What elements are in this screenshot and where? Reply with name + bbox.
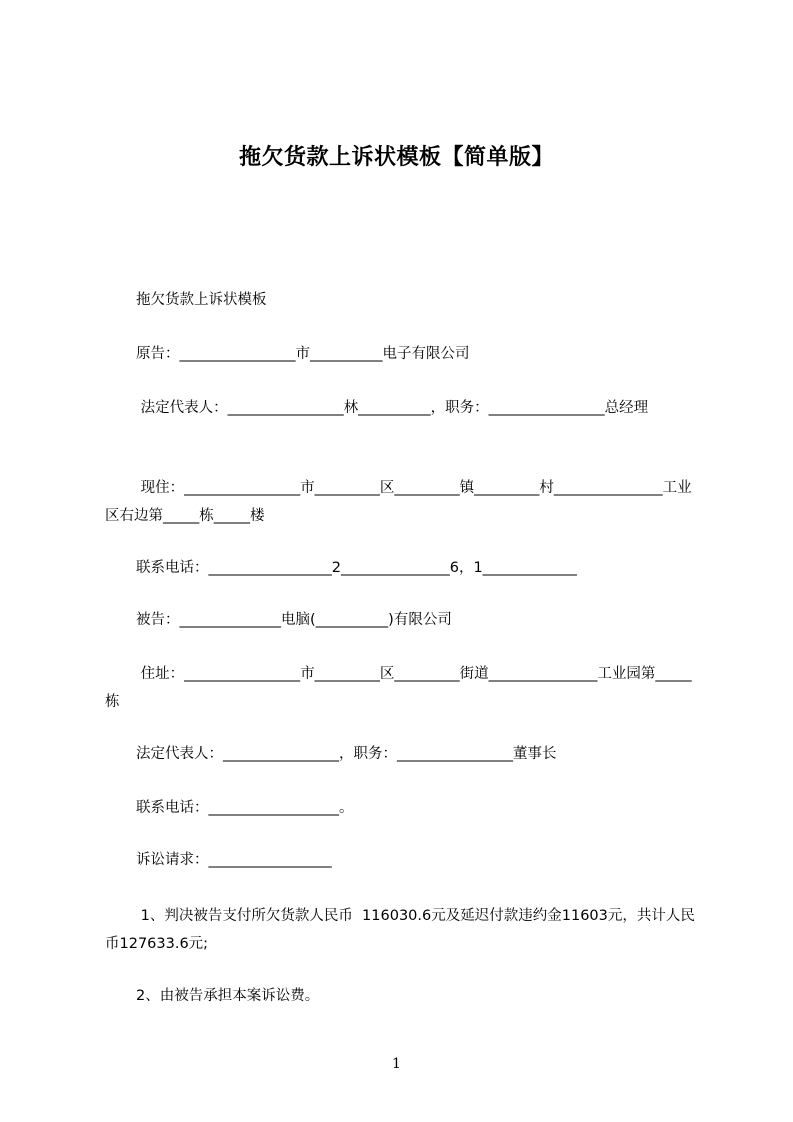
paragraph-claim-2: 2、由被告承担本案诉讼费。 <box>136 988 320 1004</box>
paragraph-defendant-address: 住址：________________市_________区_________街道_______________工业园第_____栋 <box>105 666 692 710</box>
paragraph-defendant-representative: 法定代表人：________________，职务：________________董事长 <box>136 746 557 762</box>
paragraph-heading: 拖欠货款上诉状模板 <box>136 292 267 308</box>
page-number: 1 <box>392 1056 401 1072</box>
paragraph-claim-1: 1、判决被告支付所欠货款人民币 116030.6元及延迟付款违约金11603元，共计人民币127633.6元; <box>105 908 695 952</box>
document-title: 拖欠货款上诉状模板【简单版】 <box>238 145 554 170</box>
paragraph-defendant: 被告：______________电脑(__________)有限公司 <box>136 612 452 628</box>
paragraph-plaintiff: 原告：________________市__________电子有限公司 <box>136 346 470 362</box>
paragraph-claims-heading: 诉讼请求：_________________ <box>136 852 332 868</box>
paragraph-plaintiff-address: 现住：________________市_________区_________镇_________村_______________工业区右边第_____栋_____楼 <box>105 480 692 524</box>
paragraph-plaintiff-representative: 法定代表人：________________林__________，职务：________________总经理 <box>136 400 649 416</box>
paragraph-defendant-phone: 联系电话：__________________。 <box>136 800 354 816</box>
paragraph-plaintiff-phone: 联系电话：_________________2_______________6，1_____________ <box>136 560 577 576</box>
